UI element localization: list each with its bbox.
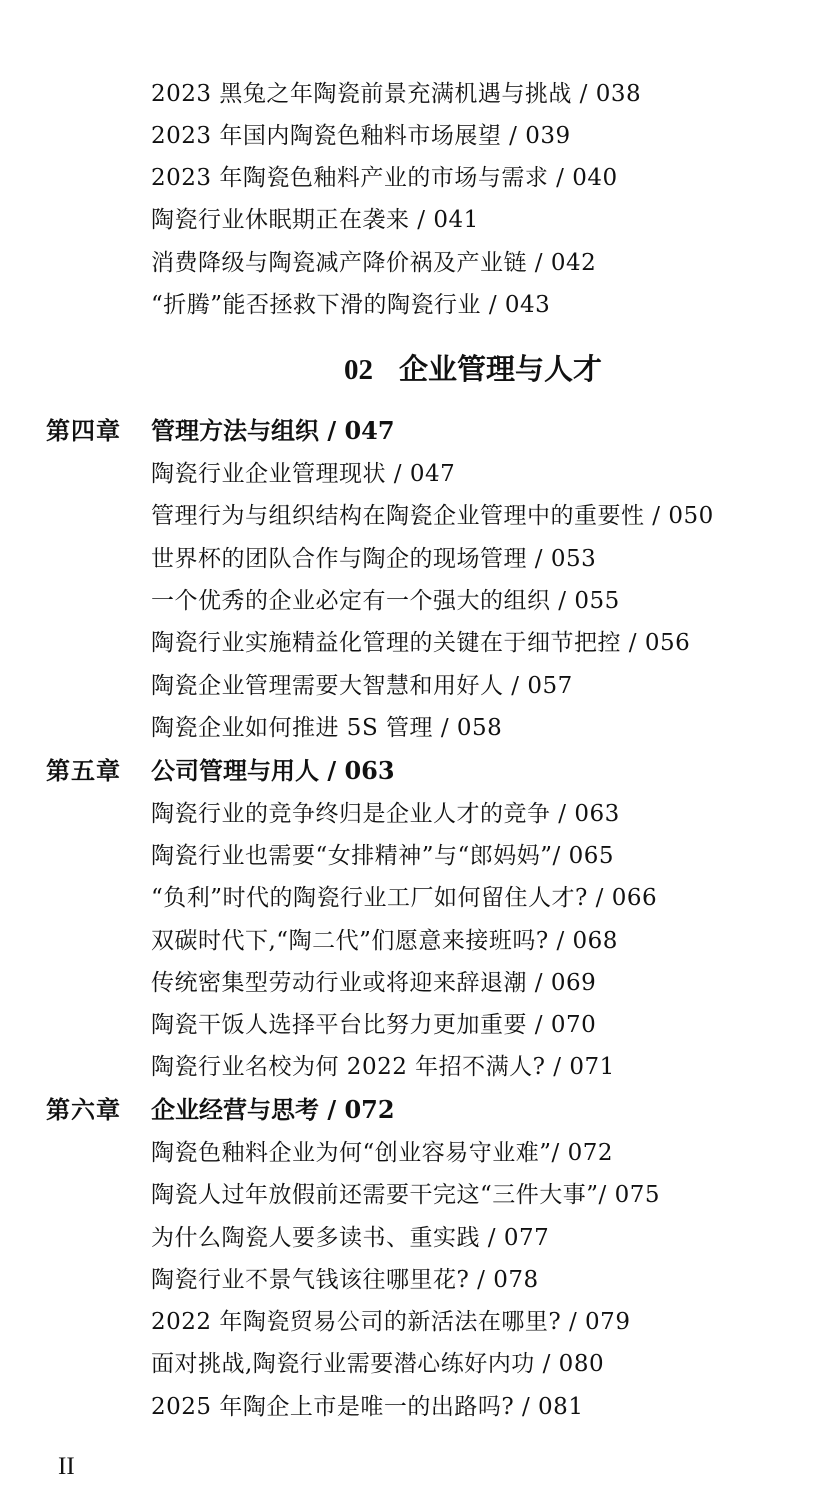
toc-entry[interactable]: “折腾”能否拯救下滑的陶瓷行业 / 043 [151,292,551,318]
toc-entry[interactable]: 陶瓷行业的竞争终归是企业人才的竞争 / 063 [151,801,620,827]
toc-entry[interactable]: 2023 年陶瓷色釉料产业的市场与需求 / 040 [151,165,618,191]
toc-entry[interactable]: 陶瓷行业企业管理现状 / 047 [151,461,456,487]
page-number: II [58,1453,75,1480]
toc-entry[interactable]: 为什么陶瓷人要多读书、重实践 / 077 [151,1225,550,1251]
chapter-label: 第五章 [46,756,121,785]
toc-entry[interactable]: 陶瓷干饭人选择平台比努力更加重要 / 070 [151,1012,597,1038]
chapter-heading[interactable] [46,752,395,790]
toc-entry[interactable]: 2022 年陶瓷贸易公司的新活法在哪里? / 079 [151,1309,631,1335]
chapter-title: 公司管理与用人 / 063 [151,756,395,785]
toc-entry[interactable]: 陶瓷行业不景气钱该往哪里花? / 078 [151,1267,539,1293]
toc-entry[interactable]: 陶瓷行业也需要“女排精神”与“郎妈妈”/ 065 [151,843,614,869]
toc-entry[interactable]: 陶瓷行业实施精益化管理的关键在于细节把控 / 056 [151,630,691,656]
chapter-label: 第六章 [46,1095,121,1124]
toc-entry[interactable]: 面对挑战,陶瓷行业需要潜心练好内功 / 080 [151,1351,605,1377]
toc-entry[interactable]: 陶瓷人过年放假前还需要干完这“三件大事”/ 075 [151,1182,660,1208]
toc-entry[interactable]: 2025 年陶企上市是唯一的出路吗? / 081 [151,1394,584,1420]
toc-entry[interactable]: 陶瓷色釉料企业为何“创业容易守业难”/ 072 [151,1140,613,1166]
chapter-title: 企业经营与思考 / 072 [151,1095,395,1124]
chapter-heading[interactable] [46,412,395,450]
chapter-label: 第四章 [46,416,121,445]
chapter-title: 管理方法与组织 / 047 [151,416,395,445]
toc-entry[interactable]: “负利”时代的陶瓷行业工厂如何留住人才? / 066 [151,885,658,911]
toc-entry[interactable]: 世界杯的团队合作与陶企的现场管理 / 053 [151,546,597,572]
toc-entry[interactable]: 消费降级与陶瓷减产降价祸及产业链 / 042 [151,250,597,276]
chapter-heading[interactable] [46,1091,395,1129]
toc-entry[interactable]: 陶瓷企业管理需要大智慧和用好人 / 057 [151,673,573,699]
toc-entry[interactable]: 管理行为与组织结构在陶瓷企业管理中的重要性 / 050 [151,503,714,529]
toc-entry[interactable]: 传统密集型劳动行业或将迎来辞退潮 / 069 [151,970,597,996]
toc-entry[interactable]: 2023 年国内陶瓷色釉料市场展望 / 039 [151,123,571,149]
toc-entry[interactable]: 陶瓷行业名校为何 2022 年招不满人? / 071 [151,1054,615,1080]
part-title: 企业管理与人才 [399,352,603,386]
toc-entry[interactable]: 陶瓷企业如何推进 5S 管理 / 058 [151,715,503,741]
part-heading [344,347,602,391]
toc-entry[interactable]: 双碳时代下,“陶二代”们愿意来接班吗? / 068 [151,928,618,954]
toc-entry[interactable]: 陶瓷行业休眠期正在袭来 / 041 [151,207,479,233]
toc-entry[interactable]: 一个优秀的企业必定有一个强大的组织 / 055 [151,588,620,614]
part-number: 02 [344,354,373,386]
toc-entry[interactable]: 2023 黑兔之年陶瓷前景充满机遇与挑战 / 038 [151,81,642,107]
